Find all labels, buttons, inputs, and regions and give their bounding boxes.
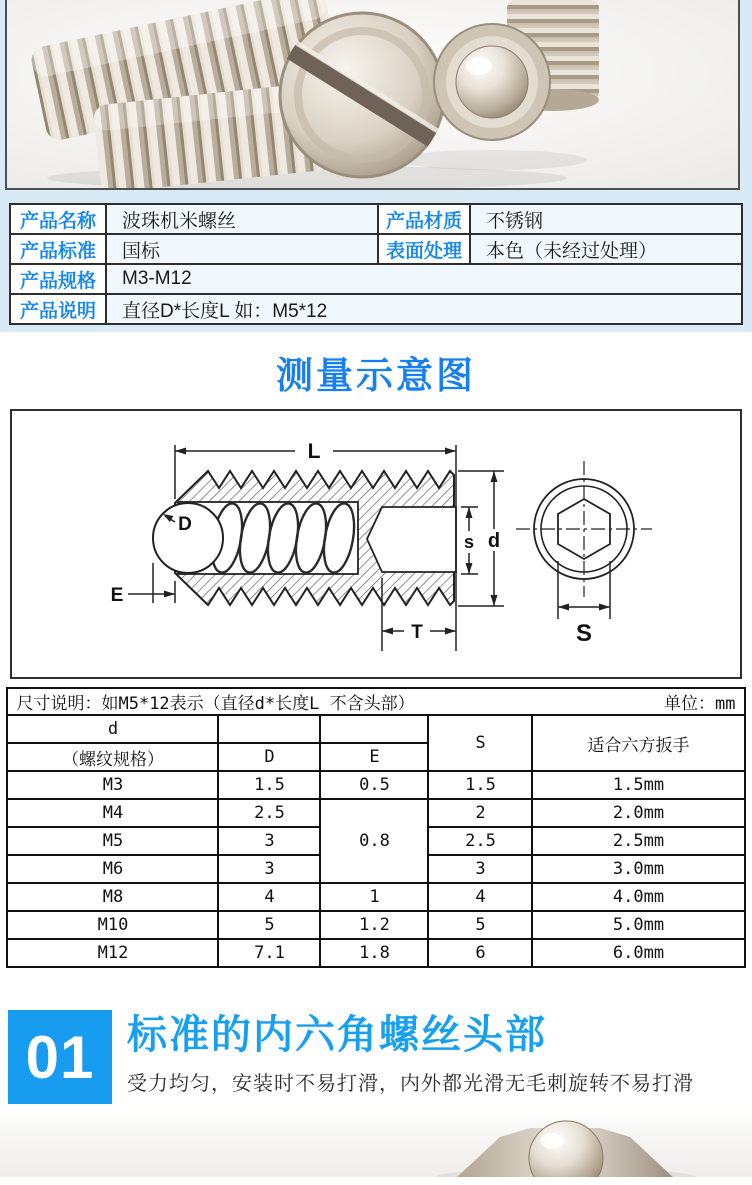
info-value: 不锈钢 xyxy=(470,204,742,234)
info-value: 国标 xyxy=(106,234,378,264)
cell-wrench: 2.0mm xyxy=(532,799,744,827)
info-value: 波珠机米螺丝 xyxy=(106,204,378,234)
info-value: 直径D*长度L 如：M5*12 xyxy=(106,294,742,324)
product-photo xyxy=(5,0,740,190)
cell-spec: M6 xyxy=(7,855,218,883)
info-label: 产品名称 xyxy=(10,204,106,234)
header-empty xyxy=(218,715,320,743)
cell-E: 0.8 xyxy=(320,799,428,883)
feature-heading: 标准的内六角螺丝头部 xyxy=(127,1013,547,1057)
cell-wrench: 1.5mm xyxy=(532,771,744,799)
cell-spec: M5 xyxy=(7,827,218,855)
dim-label-L: L xyxy=(307,440,321,463)
table-row xyxy=(10,204,742,234)
cell-D: 4 xyxy=(218,883,320,911)
cell-S: 2 xyxy=(428,799,532,827)
cell-E: 0.5 xyxy=(320,771,428,799)
bottom-photo-illustration xyxy=(0,1117,752,1177)
cell-wrench: 3.0mm xyxy=(532,855,744,883)
cell-spec: M4 xyxy=(7,799,218,827)
size-note xyxy=(7,688,744,715)
table-row xyxy=(7,799,744,827)
section-title: 测量示意图 xyxy=(276,355,476,396)
table-row xyxy=(7,715,744,743)
cell-S: 3 xyxy=(428,855,532,883)
dim-label-s: s xyxy=(463,532,475,552)
top-section xyxy=(0,0,752,332)
table-row xyxy=(7,883,744,911)
cell-wrench: 5.0mm xyxy=(532,911,744,939)
header-d: d xyxy=(7,715,218,743)
dim-label-E: E xyxy=(110,585,124,606)
header-spec: （螺纹规格） xyxy=(7,743,218,771)
measurement-diagram xyxy=(10,409,742,679)
cell-D: 2.5 xyxy=(218,799,320,827)
info-label: 产品规格 xyxy=(10,264,106,294)
cell-D: 5 xyxy=(218,911,320,939)
cell-S: 1.5 xyxy=(428,771,532,799)
cell-spec: M3 xyxy=(7,771,218,799)
end-view xyxy=(516,461,652,619)
cell-E: 1 xyxy=(320,883,428,911)
cell-S: 5 xyxy=(428,911,532,939)
product-photo-illustration xyxy=(7,0,738,188)
table-row xyxy=(7,939,744,967)
cell-wrench: 6.0mm xyxy=(532,939,744,967)
measurement-diagram-svg xyxy=(12,411,740,677)
cell-wrench: 2.5mm xyxy=(532,827,744,855)
cell-spec: M10 xyxy=(7,911,218,939)
info-label: 产品标准 xyxy=(10,234,106,264)
feature-subtext: 受力均匀，安装时不易打滑，内外都光滑无毛刺旋转不易打滑 xyxy=(127,1073,694,1095)
table-row xyxy=(10,264,742,294)
dim-label-d: d xyxy=(487,530,501,552)
note-left: 尺寸说明：如M5*12表示（直径d*长度L 不含头部） xyxy=(16,694,415,714)
header-empty xyxy=(320,715,428,743)
cell-E: 1.2 xyxy=(320,911,428,939)
header-D: D xyxy=(218,743,320,771)
table-row xyxy=(7,911,744,939)
info-label: 产品说明 xyxy=(10,294,106,324)
dim-label-D: D xyxy=(178,514,192,535)
cell-S: 6 xyxy=(428,939,532,967)
product-info-table xyxy=(9,203,743,325)
header-S: S xyxy=(428,715,532,771)
cell-D: 3 xyxy=(218,855,320,883)
cell-D: 7.1 xyxy=(218,939,320,967)
info-label: 表面处理 xyxy=(378,234,470,264)
info-label: 产品材质 xyxy=(378,204,470,234)
table-row xyxy=(10,234,742,264)
table-row xyxy=(10,294,742,324)
cell-E: 1.8 xyxy=(320,939,428,967)
cell-wrench: 4.0mm xyxy=(532,883,744,911)
info-value: 本色（未经过处理） xyxy=(470,234,742,264)
cell-D: 1.5 xyxy=(218,771,320,799)
header-wrench: 适合六方扳手 xyxy=(532,715,744,771)
spec-table xyxy=(6,687,745,968)
cell-S: 2.5 xyxy=(428,827,532,855)
table-row xyxy=(7,688,744,715)
bottom-photo xyxy=(0,1117,752,1177)
dim-label-S: S xyxy=(575,620,593,647)
info-value: M3-M12 xyxy=(106,264,742,294)
header-E: E xyxy=(320,743,428,771)
feature-section xyxy=(0,1010,752,1104)
table-row xyxy=(7,771,744,799)
dim-label-T: T xyxy=(411,622,423,643)
feature-number-badge: 01 xyxy=(8,1010,112,1104)
cell-D: 3 xyxy=(218,827,320,855)
note-unit: 单位：mm xyxy=(664,694,736,714)
cell-spec: M8 xyxy=(7,883,218,911)
cell-S: 4 xyxy=(428,883,532,911)
cell-spec: M12 xyxy=(7,939,218,967)
